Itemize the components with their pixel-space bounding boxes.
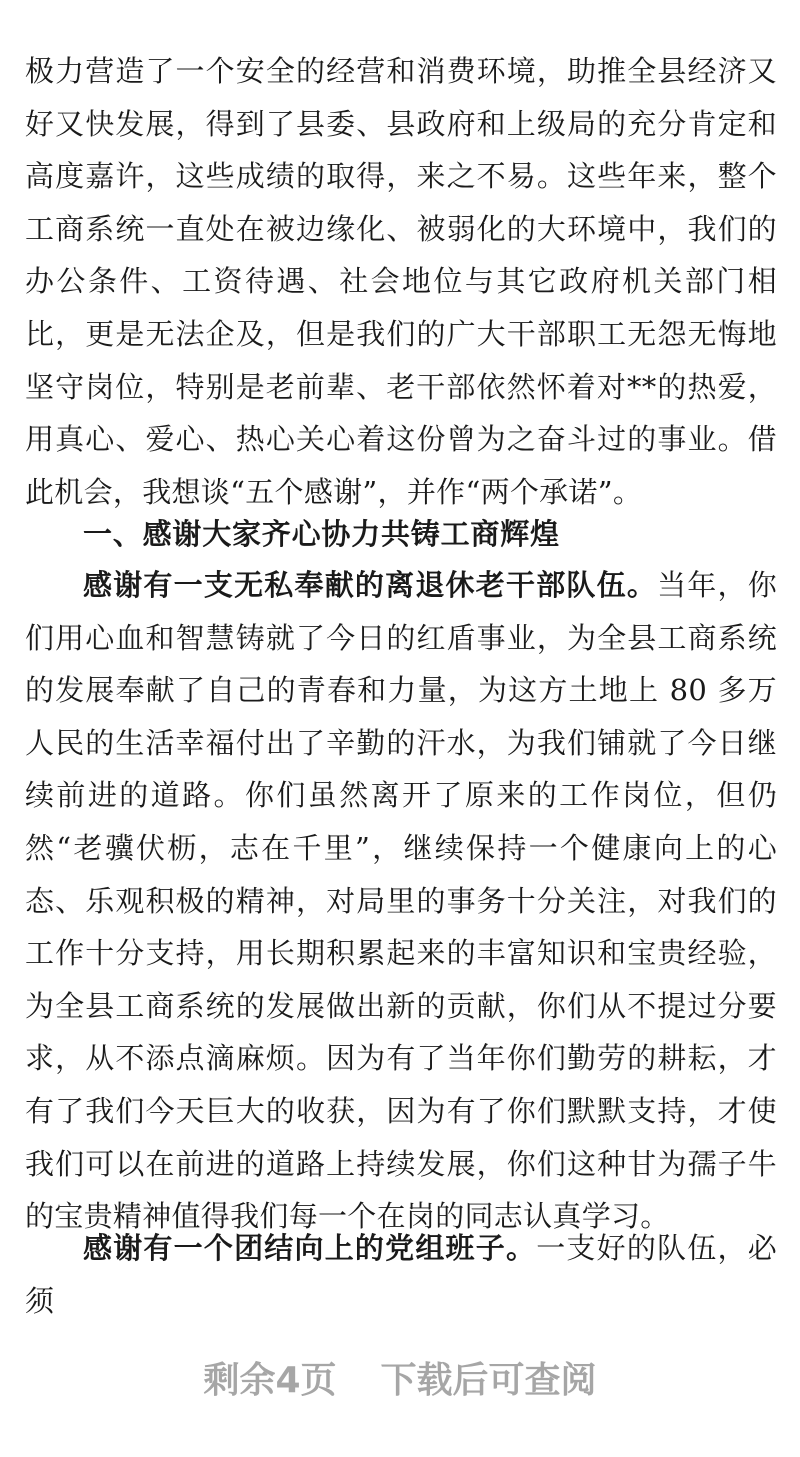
paragraph-text: 当年，你们用心血和智慧铸就了今日的红盾事业，为全县工商系统的发展奉献了自己的青春和力量，为这方土地上 80 多万人民的生活幸福付出了辛勤的汗水，为我们铺就了今日继续前进的道路。你们虽然离开了原来的工作岗位，但仍然“老骥伏枥，志在千里”，继续保持一个健康向上的心态、乐观积极的精神，对局里的事务十分关注，对我们的工作十分支持，用长期积累起来的丰富知识和宝贵经验，为全县工商系统的发展做出新的贡献，你们从不提过分要求，从不添点滴麻烦。因为有了当年你们勤劳的耕耘，才有了我们今天巨大的收获，因为有了你们默默支持，才使我们可以在前进的道路上持续发展，你们这种甘为孺子牛的宝贵精神值得我们每一个在岗的同志认真学习。 <box>25 568 778 1234</box>
body-paragraph <box>25 559 777 1243</box>
body-paragraph: 极力营造了一个安全的经营和消费环境，助推全县经济又好又快发展，得到了县委、县政府和上级局的充分肯定和高度嘉许，这些成绩的取得，来之不易。这些年来，整个工商系统一直处在被边缘化、被弱化的大环境中，我们的办公条件、工资待遇、社会地位与其它政府机关部门相比，更是无法企及，但是我们的广大干部职工无怨无悔地坚守岗位，特别是老前辈、老干部依然怀着对**的热爱，用真心、爱心、热心关心着这份曾为之奋斗过的事业。借此机会，我想谈“五个感谢”，并作“两个承诺”。 <box>25 54 777 509</box>
section-heading: 一、感谢大家齐心协力共铸工商辉煌 <box>83 517 560 551</box>
paragraph-lead-bold: 感谢有一支无私奉献的离退休老干部队伍。 <box>83 568 658 602</box>
remaining-pages-label: 剩余4页 <box>203 1360 337 1401</box>
download-to-view-label: 下载后可查阅 <box>380 1360 597 1401</box>
download-prompt[interactable] <box>0 1346 800 1416</box>
body-paragraph <box>25 1222 777 1327</box>
paragraph-text: 一支好的队伍，必须 <box>25 1231 777 1318</box>
paragraph-lead-bold: 感谢有一个团结向上的党组班子。 <box>83 1231 537 1265</box>
